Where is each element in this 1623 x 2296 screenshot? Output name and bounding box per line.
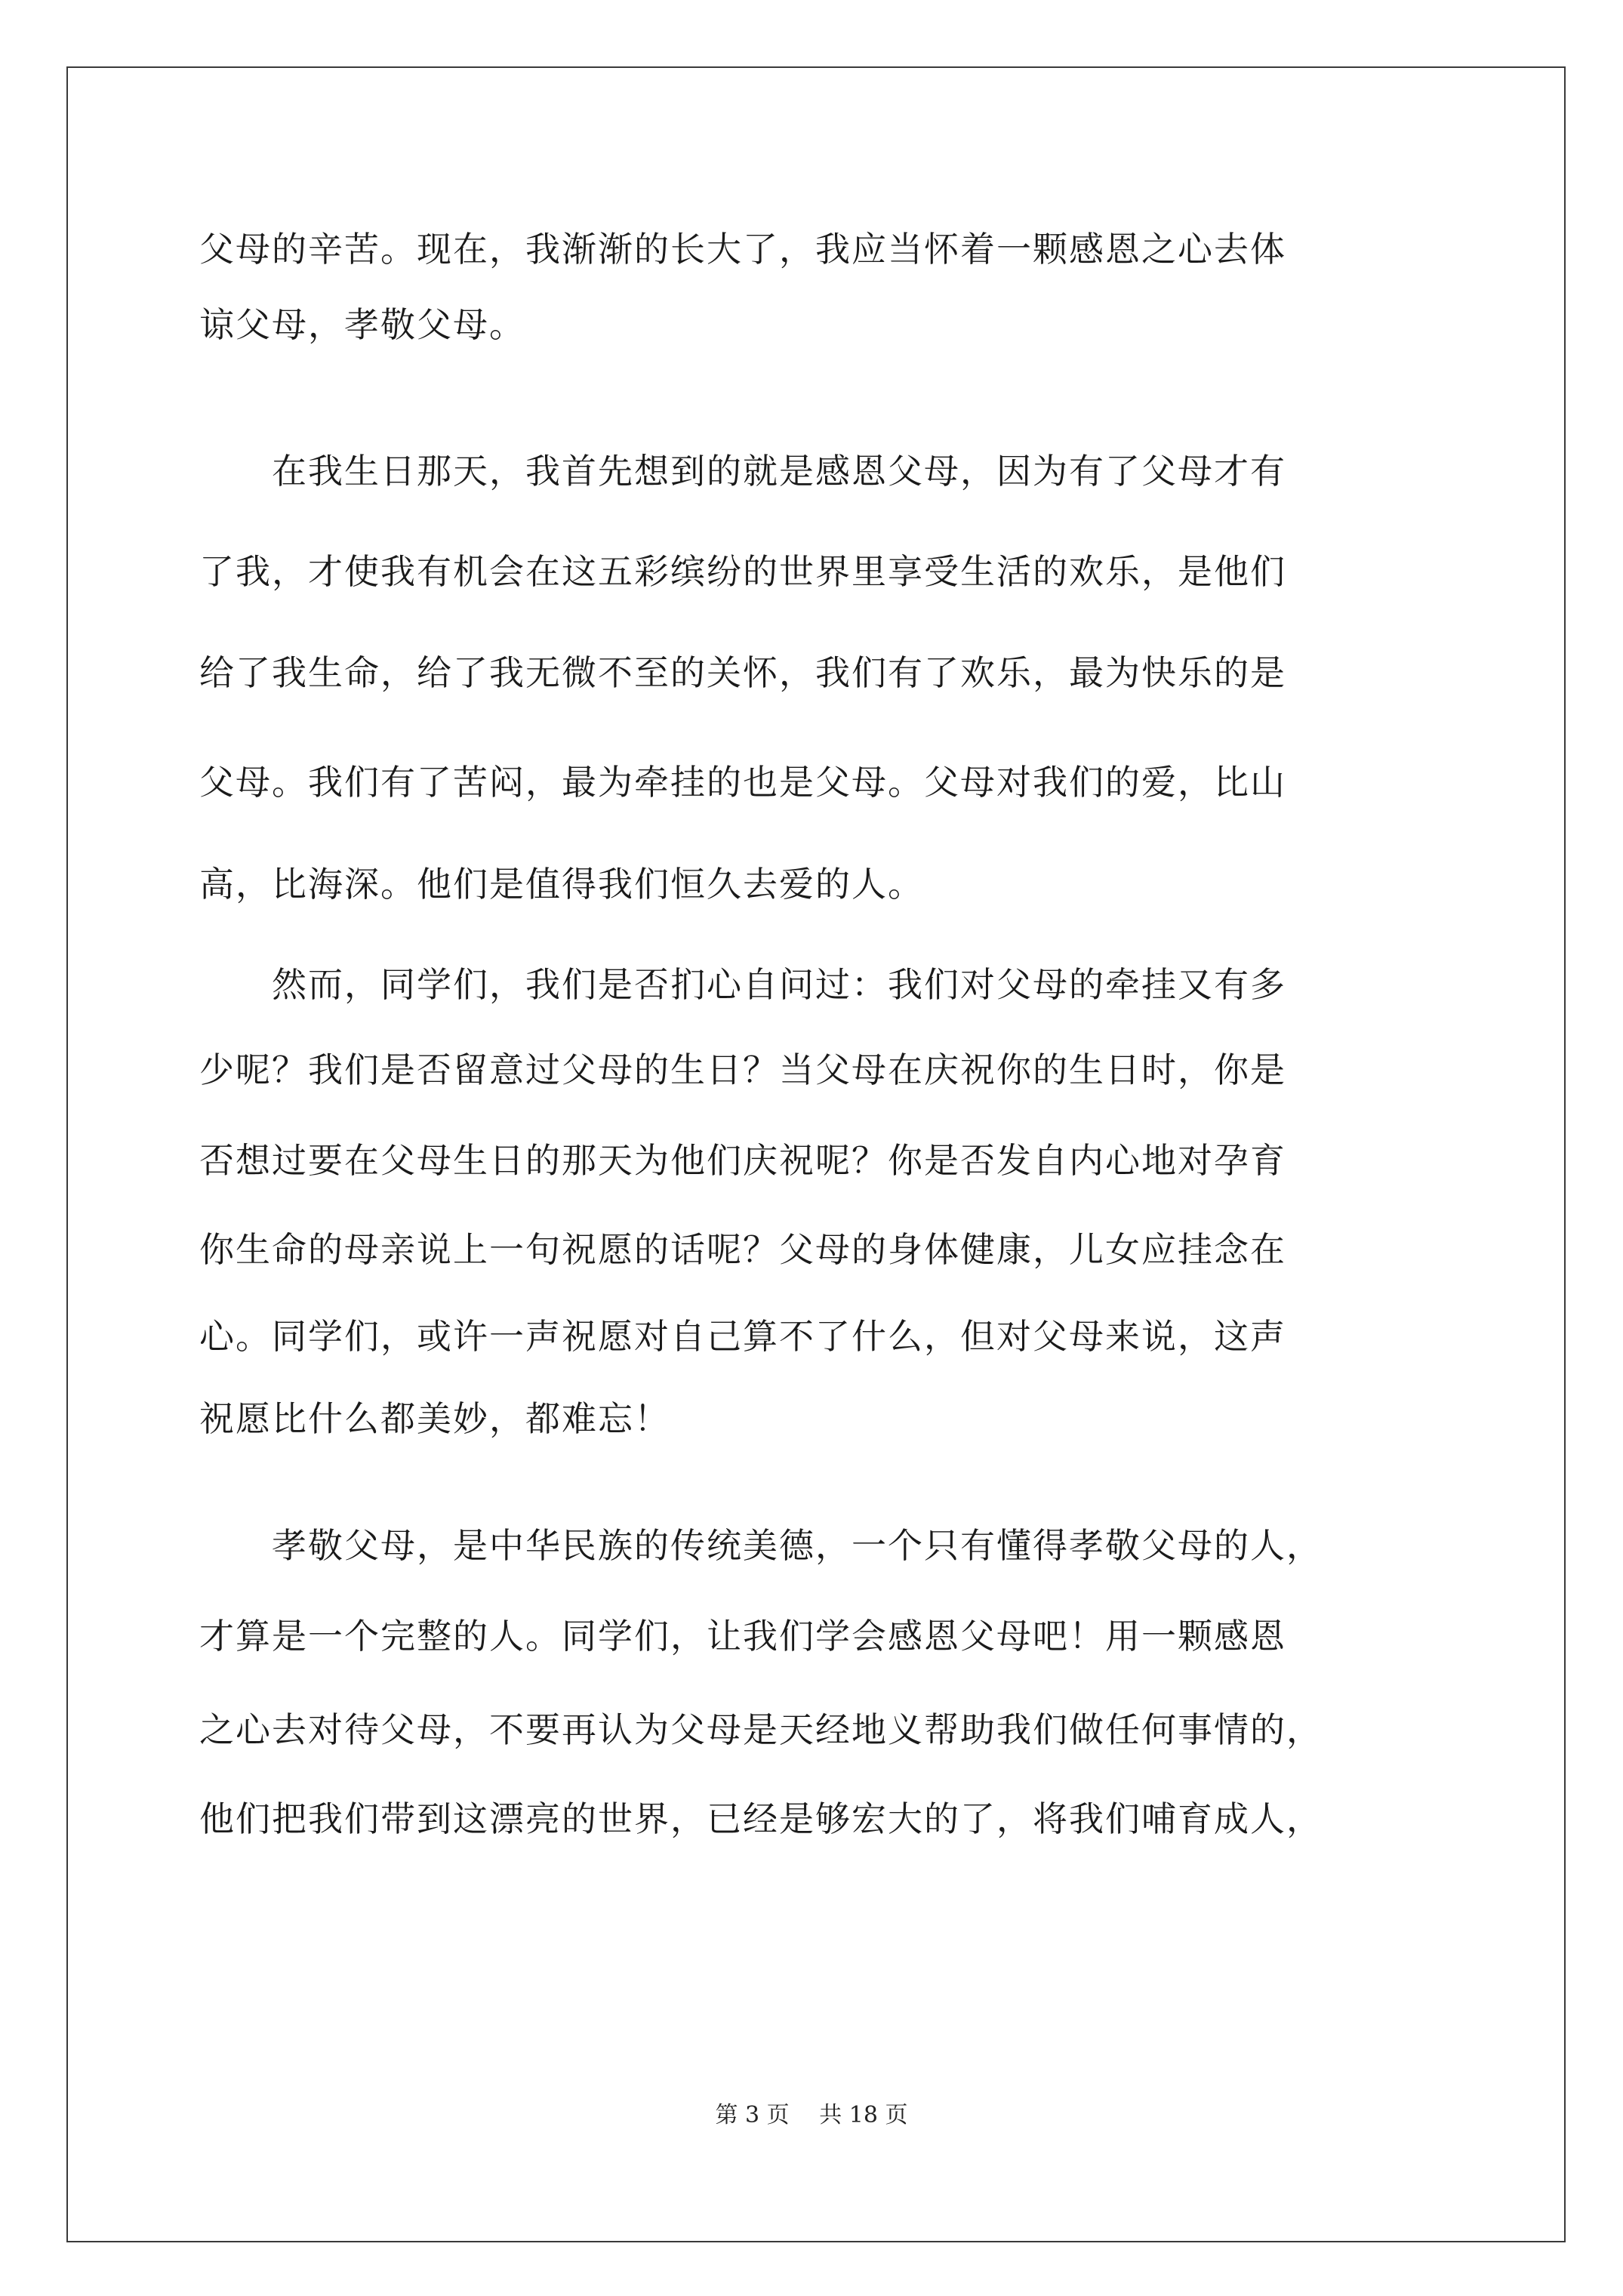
text-line: 父母的辛苦。现在，我渐渐的长大了，我应当怀着一颗感恩之心去体	[199, 229, 1286, 270]
text-line: 之心去对待父母，不要再认为父母是天经地义帮助我们做任何事情的，	[199, 1709, 1323, 1750]
text-line: 才算是一个完整的人。同学们，让我们学会感恩父母吧！用一颗感恩	[199, 1616, 1286, 1657]
text-line: 你生命的母亲说上一句祝愿的话呢？父母的身体健康，儿女应挂念在	[199, 1229, 1286, 1270]
text-line: 父母。我们有了苦闷，最为牵挂的也是父母。父母对我们的爱，比山	[199, 762, 1286, 803]
text-line: 心。同学们，或许一声祝愿对自己算不了什么，但对父母来说，这声	[199, 1316, 1286, 1357]
text-line: 高，比海深。他们是值得我们恒久去爱的人。	[199, 864, 924, 905]
text-line: 谅父母，孝敬父母。	[199, 304, 525, 345]
text-line: 少呢？我们是否留意过父母的生日？当父母在庆祝你的生日时，你是	[199, 1049, 1286, 1090]
page-number-footer: 第 3 页 共 18 页	[715, 2102, 908, 2128]
text-line: 他们把我们带到这漂亮的世界，已经是够宏大的了，将我们哺育成人，	[199, 1798, 1323, 1839]
text-line: 否想过要在父母生日的那天为他们庆祝呢？你是否发自内心地对孕育	[199, 1140, 1286, 1181]
text-line: 然而，同学们，我们是否扪心自问过：我们对父母的牵挂又有多	[199, 964, 1286, 1005]
text-line: 了我，才使我有机会在这五彩缤纷的世界里享受生活的欢乐，是他们	[199, 551, 1286, 592]
text-line: 孝敬父母，是中华民族的传统美德，一个只有懂得孝敬父母的人，	[199, 1525, 1323, 1566]
text-line: 祝愿比什么都美妙，都难忘！	[199, 1398, 670, 1439]
text-line: 给了我生命，给了我无微不至的关怀，我们有了欢乐，最为快乐的是	[199, 652, 1286, 693]
text-line: 在我生日那天，我首先想到的就是感恩父母，因为有了父母才有	[199, 451, 1286, 492]
